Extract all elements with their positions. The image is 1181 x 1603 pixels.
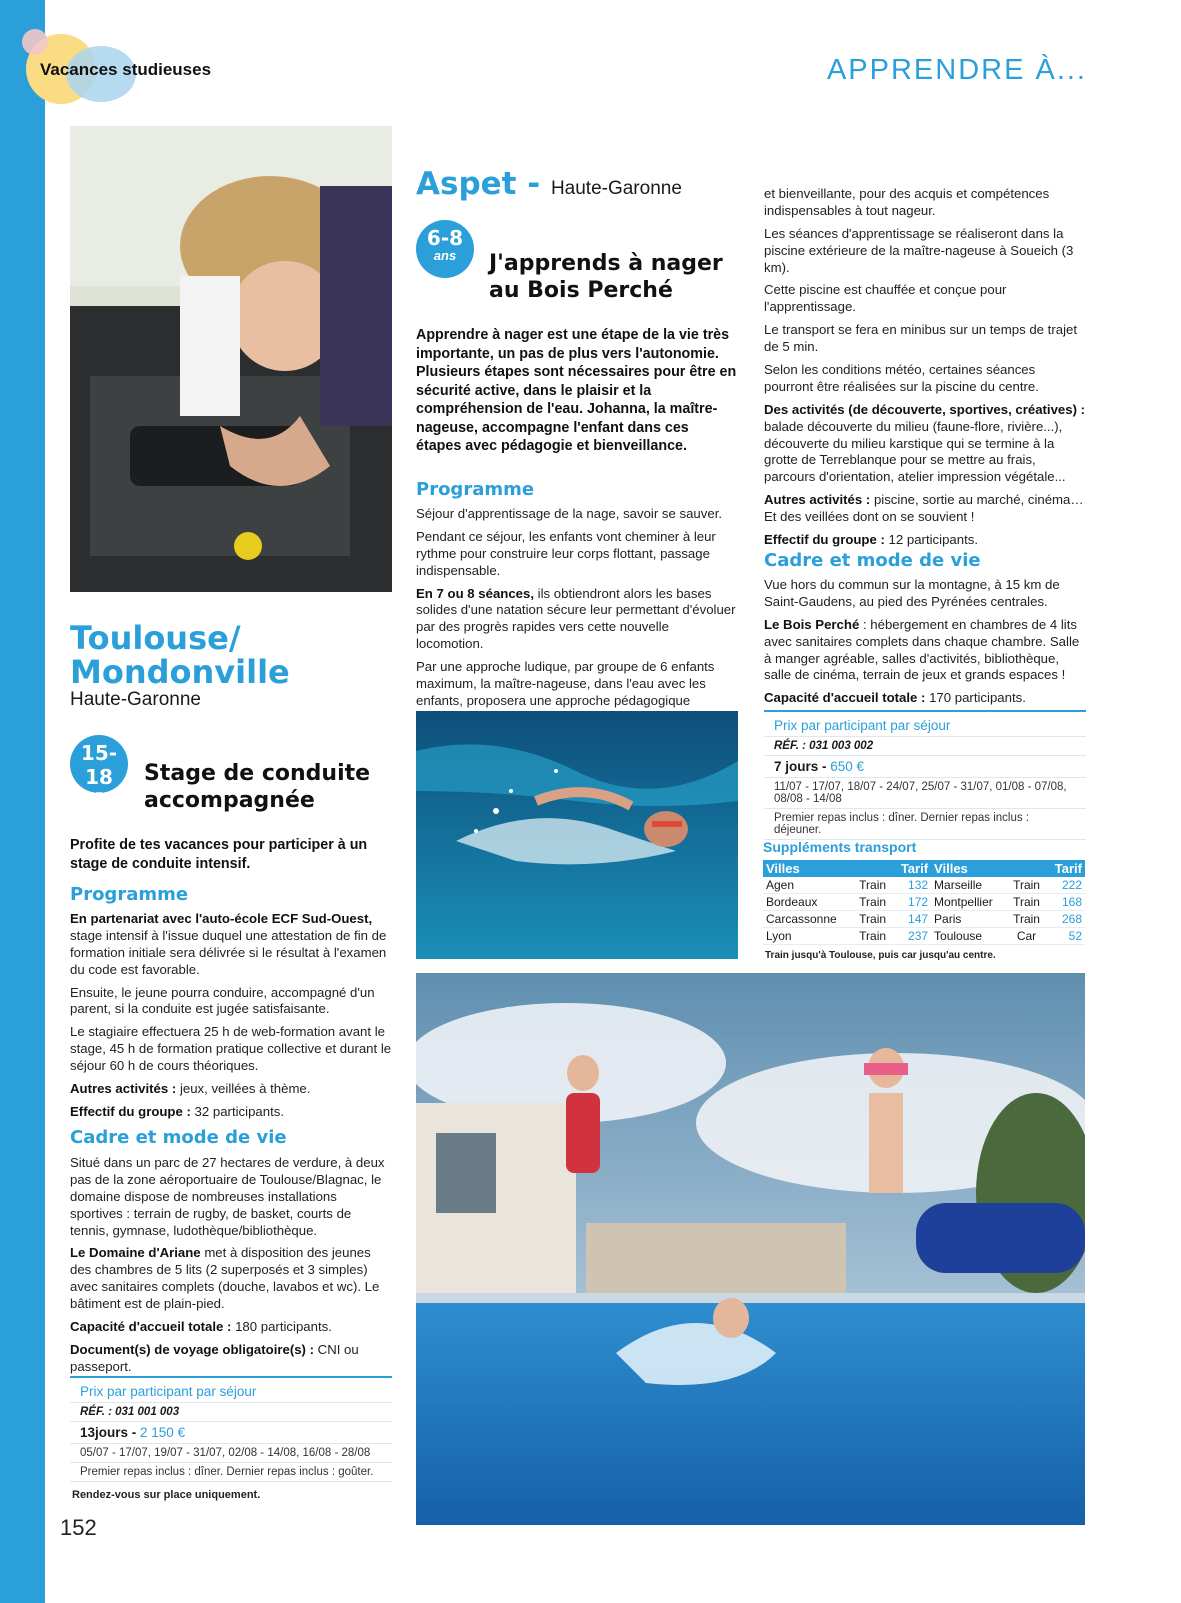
price-dates: 05/07 - 17/07, 19/07 - 31/07, 02/08 - 14/08, 16/08 - 28/08: [70, 1444, 392, 1463]
paragraph: [764, 532, 1086, 549]
col-tarif: Tarif: [1046, 860, 1085, 877]
paragraph: [70, 1081, 392, 1098]
price-amount: 650 €: [830, 759, 865, 774]
cell-price: 237: [892, 928, 931, 945]
paragraph: [764, 402, 1086, 486]
paragraph-text: Situé dans un parc de 27 hectares de verdure, à deux pas de la zone aéroportuaire de Toulouse/Blagnac, le domaine dispose de nombreuses installations sportives : terrain de rugby, de basket, courts de tennis, gymnase, ludothèque/bibliothèque.: [70, 1155, 385, 1238]
paragraph-text: piscine, sortie au marché, cinéma… Et des veillées dont on se souvient !: [764, 492, 1084, 525]
price-meals: Premier repas inclus : dîner. Dernier repas inclus : déjeuner.: [764, 809, 1086, 840]
supplements-title: Suppléments transport: [763, 839, 917, 855]
cell-city: Lyon: [763, 928, 853, 945]
col-mode: [853, 860, 892, 877]
paragraph-text: Le stagiaire effectuera 25 h de web-formation avant le stage, 45 h de formation pratique collective et durant le séjour 60 h de cours théoriques.: [70, 1024, 392, 1074]
table-row: [763, 877, 1085, 894]
paragraph: [70, 985, 392, 1019]
paragraph-text: CNI ou passeport.: [70, 1341, 359, 1374]
paragraph-text: 180 participants.: [231, 1319, 332, 1335]
paragraph-text: 32 participants.: [190, 1103, 284, 1119]
col-tarif: Tarif: [892, 860, 931, 877]
paragraph: [70, 911, 392, 979]
table-row: [763, 894, 1085, 911]
paragraph-text: jeux, veillées à thème.: [176, 1081, 311, 1097]
cell-price: 147: [892, 911, 931, 928]
programme-text-aspet: [416, 506, 738, 716]
cadre-heading-aspet: Cadre et mode de vie: [764, 550, 981, 571]
cadre-text-toulouse: [70, 1155, 392, 1382]
photo-car-engine: [70, 126, 392, 592]
duration-label: 7 jours -: [774, 759, 831, 774]
supplements-note: Train jusqu'à Toulouse, puis car jusqu'au centre.: [765, 950, 996, 961]
price-ref: RÉF. : 031 003 002: [764, 737, 1086, 756]
photo-swimmer: [416, 711, 738, 959]
paragraph: [764, 617, 1086, 685]
cell-price: 222: [1046, 877, 1085, 894]
cell-price: 172: [892, 894, 931, 911]
cell-city: Bordeaux: [763, 894, 853, 911]
col-mode: [1007, 860, 1046, 877]
cell-mode: Train: [1007, 911, 1046, 928]
paragraph-text: Vue hors du commun sur la montagne, à 15 km de Saint-Gaudens, au pied des Pyrénées centrales.: [764, 577, 1060, 609]
paragraph: [764, 322, 1086, 356]
programme-heading-aspet: Programme: [416, 479, 535, 500]
cell-mode: Train: [853, 911, 892, 928]
paragraph: [70, 1155, 392, 1239]
col-villes: Villes: [931, 860, 1007, 877]
cell-city: Marseille: [931, 877, 1007, 894]
paragraph-text: 12 participants.: [884, 532, 978, 548]
price-meals: Premier repas inclus : dîner. Dernier repas inclus : goûter.: [70, 1463, 392, 1482]
age-unit: ans: [87, 787, 111, 802]
price-amount: 2 150 €: [140, 1425, 186, 1440]
supplements-table: [763, 860, 1085, 945]
paragraph: [70, 1104, 392, 1121]
paragraph-text: stage intensif à l'issue duquel une attestation de fin de formation initiale sera délivrée si le résultat à l'examen du code est favorable.: [70, 927, 387, 977]
paragraph: [764, 226, 1086, 277]
paragraph-text: Par une approche ludique, par groupe de 6 enfants maximum, la maître-nageuse, dans l'eau avec les enfants, proposera une approche pédagogique: [416, 659, 715, 708]
paragraph-lead: En partenariat avec l'auto-école ECF Sud-Ouest,: [70, 911, 373, 926]
paragraph-text: Les séances d'apprentissage se réaliseront dans la piscine extérieure de la maître-nageuse à Soueich (3 km).: [764, 225, 1074, 275]
note-toulouse: Rendez-vous sur place uniquement.: [72, 1489, 261, 1501]
paragraph-text: Pendant ce séjour, les enfants vont cheminer à leur rythme pour construire leur corps flottant, passage indispensable.: [416, 528, 716, 578]
paragraph: [764, 577, 1086, 611]
cadre-heading-toulouse: Cadre et mode de vie: [70, 1127, 287, 1148]
cell-price: 168: [1046, 894, 1085, 911]
cell-price: 268: [1046, 911, 1085, 928]
age-badge-toulouse: [70, 735, 128, 802]
paragraph-text: : hébergement en chambres de 4 lits avec sanitaires complets dans chaque chambre. Salle à manger agréable, salles d'activités, bibliothèque, salle de cinéma, terrain de jeux et grands espaces !: [764, 616, 1080, 683]
cadre-text-aspet: [764, 577, 1086, 713]
paragraph: [416, 586, 738, 654]
price-box-aspet: [764, 710, 1086, 840]
photo-kids-jumping-pool: [416, 973, 1085, 1525]
paragraph-text: ils obtiendront alors les bases solides d'une natation sécure leur permettant d'évoluer par des progrès rapides vers cette nouvelle locomotion.: [416, 585, 736, 652]
cell-mode: Car: [1007, 928, 1046, 945]
price-dates: 11/07 - 17/07, 18/07 - 24/07, 25/07 - 31/07, 01/08 - 07/08, 08/08 - 14/08: [764, 778, 1086, 809]
lead-aspet: Apprendre à nager est une étape de la vie très importante, un pas de plus vers l'autonomie. Plusieurs étapes sont nécessaires pour être en sécurité active, dans le plaisir et la compréhension de l'eau. Johanna, la maître-nageuse, accompagne l'enfant dans ces étapes avec pédagogie et bienveillance.: [416, 327, 737, 455]
paragraph: [764, 492, 1086, 526]
paragraph-text: Ensuite, le jeune pourra conduire, accompagné d'un parent, si la conduite est jugée satisfaisante.: [70, 984, 375, 1017]
region-toulouse: Haute-Garonne: [70, 689, 201, 710]
paragraph-lead: Le Domaine d'Ariane: [70, 1245, 201, 1261]
paragraph-lead: Capacité d'accueil totale :: [764, 690, 926, 706]
price-header: Prix par participant par séjour: [70, 1378, 392, 1403]
paragraph-lead: Effectif du groupe :: [70, 1103, 191, 1119]
table-row: [763, 928, 1085, 945]
paragraph-text: 170 participants.: [925, 690, 1026, 706]
stay-title-aspet: J'apprends à nager au Bois Perché: [489, 251, 723, 303]
price-duration: [764, 756, 1086, 778]
col-villes: Villes: [763, 860, 853, 877]
programme-cont-aspet: [764, 186, 1086, 555]
city-title-aspet: Aspet -: [416, 166, 551, 202]
cell-mode: Train: [1007, 894, 1046, 911]
paragraph-text: Le transport se fera en minibus sur un temps de trajet de 5 min.: [764, 322, 1077, 355]
decor-circle-pink: [22, 29, 48, 55]
age-range: 15-18: [80, 741, 118, 789]
paragraph-lead: Effectif du groupe :: [764, 532, 885, 548]
paragraph-text: balade découverte du milieu (faune-flore, rivière...), découverte du milieu karstique qui se termine à la grotte de Terreblanque pour se mettre au frais, parcours d'orientation, atelier impression végétale...: [764, 418, 1066, 485]
paragraph-lead: En 7 ou 8 séances,: [416, 585, 535, 601]
paragraph: [70, 1319, 392, 1336]
paragraph: [764, 282, 1086, 316]
side-color-bar: [0, 0, 45, 1603]
page-number: 152: [60, 1515, 97, 1540]
cell-mode: Train: [853, 877, 892, 894]
city-title-toulouse: Toulouse/ Mondonville: [70, 619, 290, 691]
paragraph: [70, 1024, 392, 1075]
paragraph-lead: Des activités (de découverte, sportives, créatives) :: [764, 401, 1086, 417]
cell-city: Toulouse: [931, 928, 1007, 945]
age-unit: ans: [433, 248, 457, 263]
paragraph: [764, 362, 1086, 396]
table-row: [763, 911, 1085, 928]
cell-city: Paris: [931, 911, 1007, 928]
paragraph: [764, 690, 1086, 707]
paragraph: [416, 529, 738, 580]
paragraph-text: et bienveillante, pour des acquis et compétences indispensables à tout nageur.: [764, 186, 1050, 218]
city-title-aspet-row: [416, 166, 682, 202]
paragraph-text: Cette piscine est chauffée et conçue pour l'apprentissage.: [764, 282, 1007, 315]
price-header: Prix par participant par séjour: [764, 712, 1086, 737]
cell-mode: Train: [853, 894, 892, 911]
category-tag: Vacances studieuses: [40, 60, 212, 79]
paragraph: [70, 1342, 392, 1376]
price-box-toulouse: [70, 1376, 392, 1482]
section-title: APPRENDRE À...: [826, 54, 1087, 86]
programme-heading-toulouse: Programme: [70, 884, 189, 905]
cell-mode: Train: [853, 928, 892, 945]
cell-price: 52: [1046, 928, 1085, 945]
paragraph-text: Selon les conditions météo, certaines séances pourront être réalisées sur la piscine du centre.: [764, 362, 1039, 394]
price-ref: RÉF. : 031 001 003: [70, 1403, 392, 1422]
paragraph: [70, 1245, 392, 1313]
region-aspet: Haute-Garonne: [550, 178, 682, 199]
paragraph-text: Séjour d'apprentissage de la nage, savoir se sauver.: [416, 506, 723, 521]
paragraph: [764, 186, 1086, 220]
paragraph: [416, 506, 738, 523]
lead-toulouse: Profite de tes vacances pour participer à un stage de conduite intensif.: [70, 837, 368, 872]
cell-city: Montpellier: [931, 894, 1007, 911]
price-duration: [70, 1422, 392, 1444]
paragraph: [416, 659, 738, 710]
paragraph-text: met à disposition des jeunes des chambres de 5 lits (2 superposés et 3 simples) avec sanitaires complets (douche, lavabos et wc). Le bâtiment est de plain-pied.: [70, 1245, 380, 1312]
paragraph-lead: Autres activités :: [764, 492, 871, 508]
paragraph-lead: Le Bois Perché: [764, 616, 860, 632]
paragraph-lead: Document(s) de voyage obligatoire(s) :: [70, 1341, 315, 1357]
cell-mode: Train: [1007, 877, 1046, 894]
cell-city: Agen: [763, 877, 853, 894]
age-badge-aspet: [416, 220, 474, 278]
duration-label: 13jours -: [80, 1425, 141, 1440]
paragraph-lead: Autres activités :: [70, 1081, 177, 1097]
age-range: 6-8: [426, 226, 464, 250]
cell-city: Carcassonne: [763, 911, 853, 928]
paragraph-lead: Capacité d'accueil totale :: [70, 1319, 232, 1335]
cell-price: 132: [892, 877, 931, 894]
stay-title-toulouse: Stage de conduite accompagnée: [144, 761, 371, 813]
programme-text-toulouse: [70, 911, 392, 1127]
